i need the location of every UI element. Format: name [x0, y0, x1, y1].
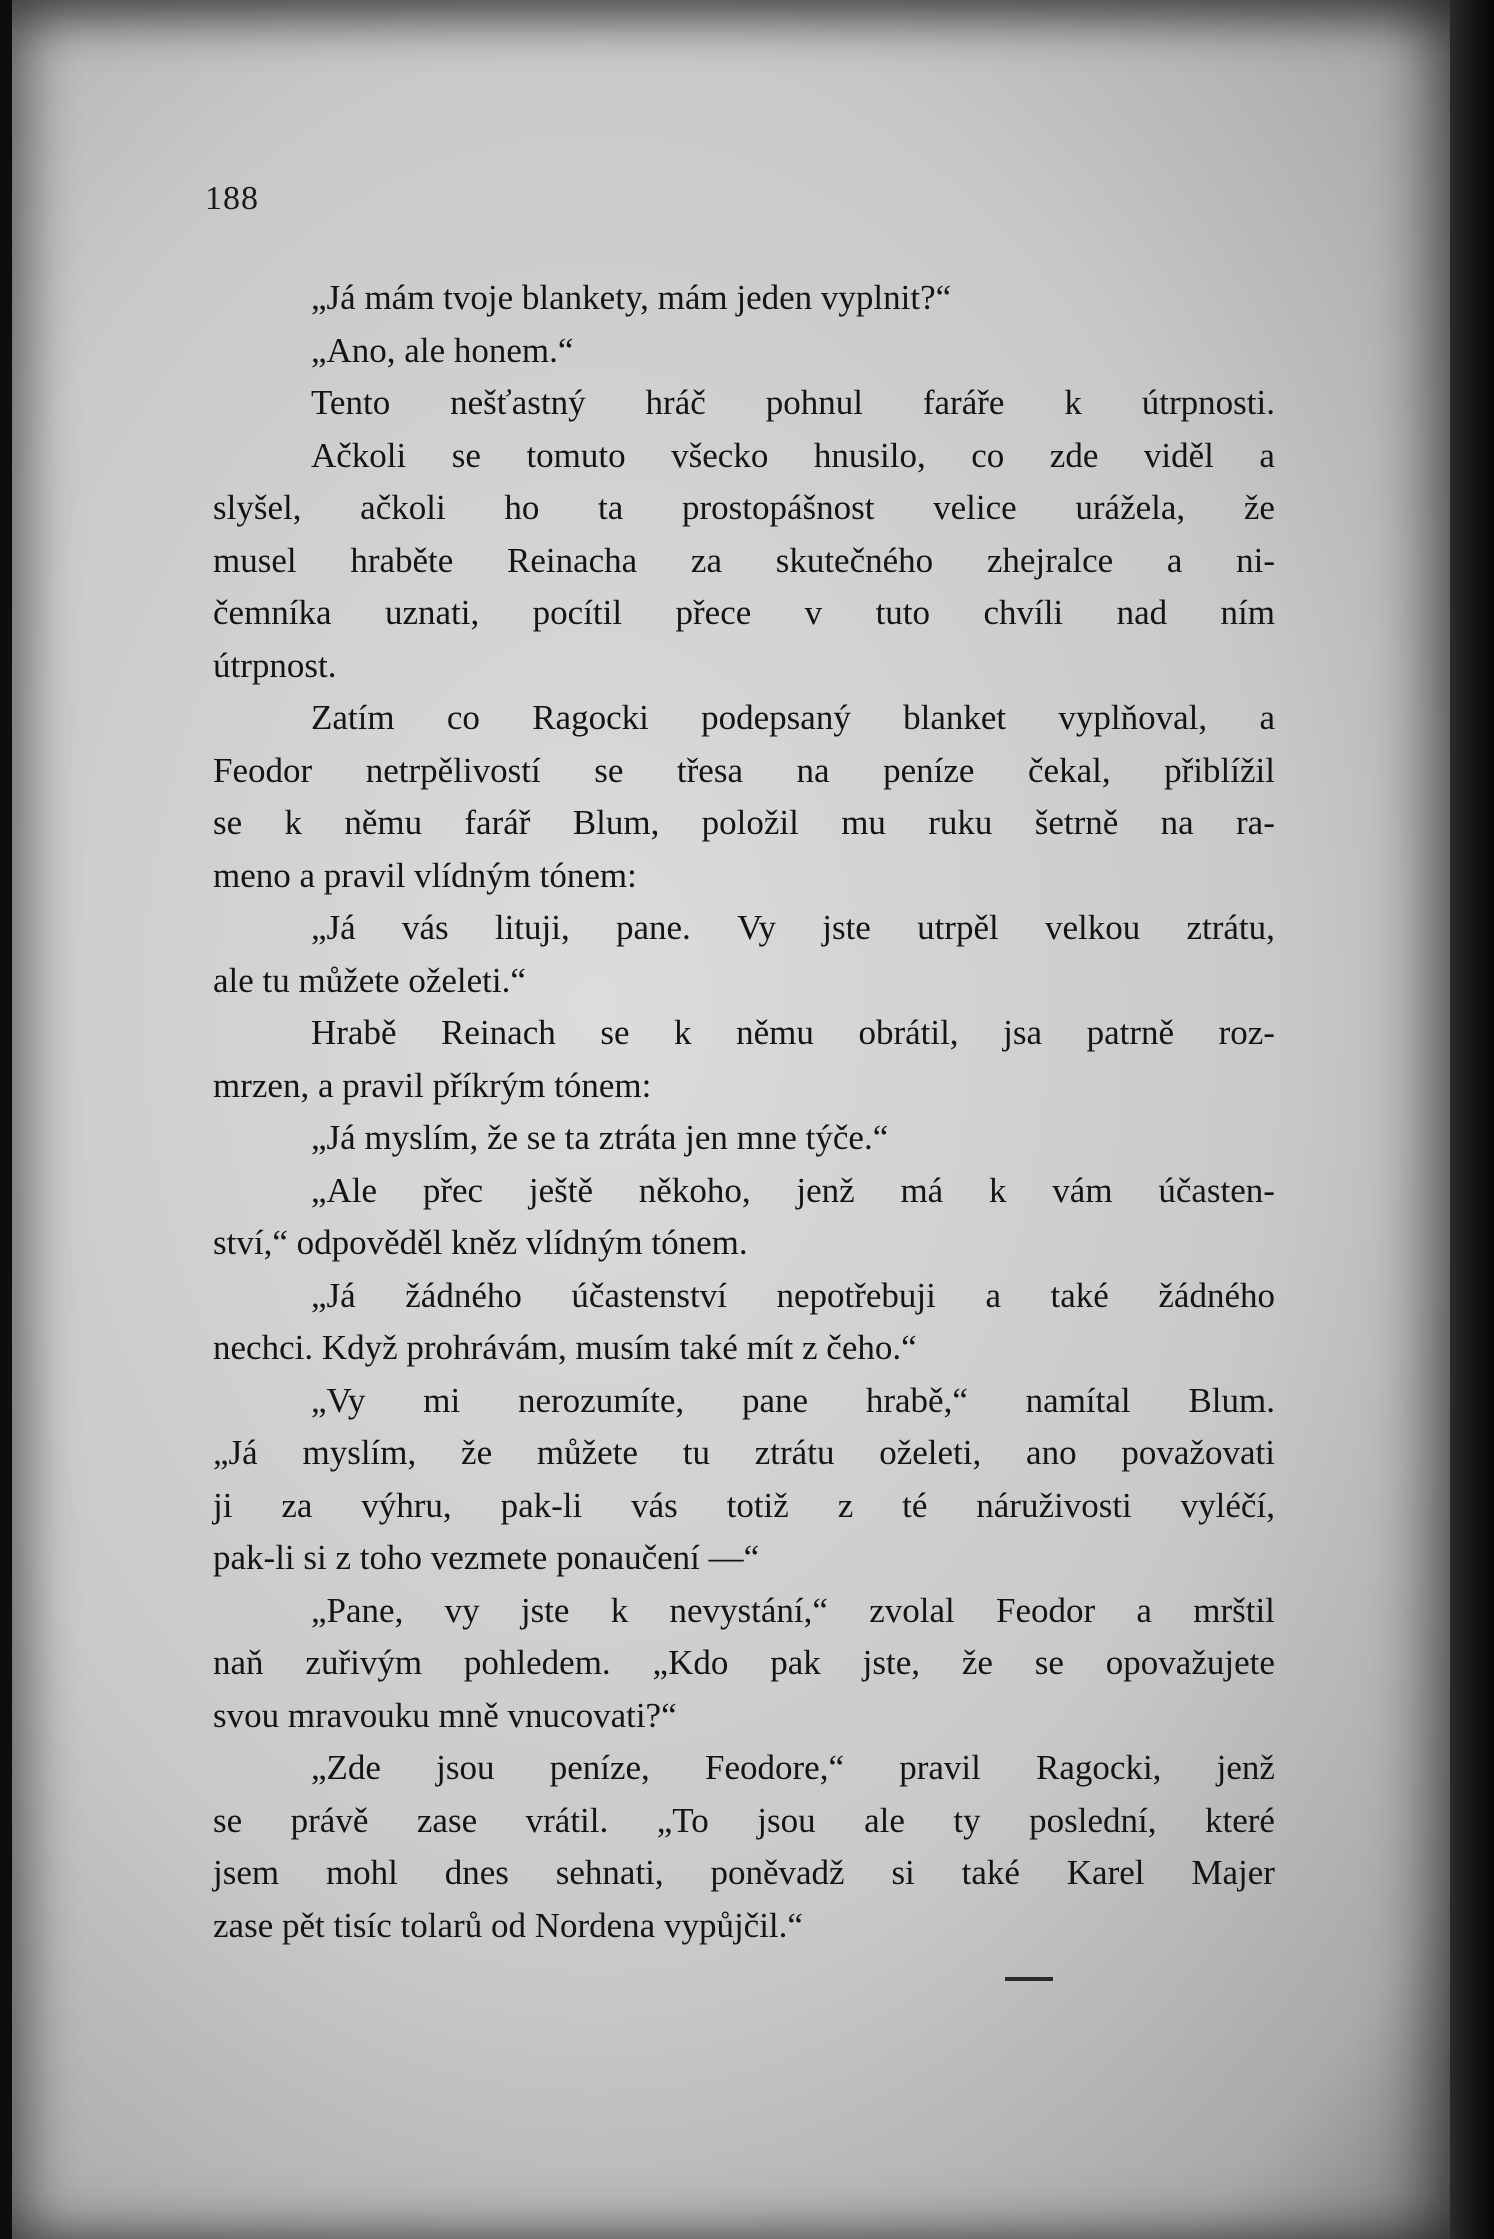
word: ztrátu,: [1186, 908, 1275, 947]
text-line: [213, 1322, 1275, 1375]
line-text: mrzen, a pravil příkrým tónem:: [213, 1065, 652, 1105]
word: mohl: [325, 1853, 398, 1892]
word: Reinach: [441, 1013, 556, 1052]
word: skutečného: [775, 540, 934, 580]
word: „Vy: [311, 1380, 366, 1420]
word: prostopášnost: [681, 488, 875, 527]
word: mrštil: [1193, 1590, 1275, 1630]
word: že: [461, 1433, 493, 1472]
word: co: [971, 435, 1005, 475]
word: Vy: [737, 908, 776, 947]
text-line: [213, 1427, 1275, 1480]
word: ni-: [1236, 540, 1275, 580]
body-text: [213, 272, 1275, 1952]
word: k: [284, 803, 302, 842]
text-line: [213, 1847, 1275, 1900]
text-line: [213, 1165, 1275, 1218]
word: slyšel,: [213, 488, 302, 527]
word: „Já: [213, 1433, 258, 1472]
word: totiž: [726, 1485, 789, 1525]
text-line: [213, 482, 1275, 535]
word: žádného: [405, 1275, 522, 1315]
word: vám: [1052, 1170, 1113, 1210]
word: „Já: [311, 908, 356, 947]
word: z: [837, 1485, 854, 1525]
word: vyléčí,: [1180, 1485, 1275, 1525]
word: uznati,: [384, 593, 480, 632]
word: které: [1204, 1800, 1275, 1840]
word: k: [610, 1590, 629, 1630]
text-line: [213, 955, 1275, 1008]
word: zuřivým: [305, 1643, 423, 1682]
word: za: [690, 540, 722, 580]
text-line: [213, 1585, 1275, 1638]
text-line: [213, 1742, 1275, 1795]
word: „To: [656, 1800, 709, 1840]
word: dnes: [444, 1853, 509, 1892]
word: velice: [933, 488, 1017, 527]
word: vy: [444, 1590, 480, 1630]
word: si: [891, 1853, 915, 1892]
word: Hrabě: [311, 1013, 397, 1052]
line-text: zase pět tisíc tolarů od Nordena vypůjčil.“: [213, 1905, 803, 1945]
word: hráč: [645, 383, 706, 422]
line-text: ale tu můžete oželeti.“: [213, 960, 526, 1000]
word: vrátil.: [525, 1800, 609, 1840]
line-text: nechci. Když prohrávám, musím také mít z čeho.“: [213, 1328, 917, 1367]
word: a: [1136, 1590, 1152, 1630]
word: „Ale: [311, 1170, 378, 1210]
word: Zatím: [311, 698, 395, 737]
word: blanket: [903, 698, 1007, 737]
text-line: [213, 430, 1275, 483]
text-line: [213, 272, 1275, 325]
word: myslím,: [302, 1433, 417, 1472]
word: faráře: [922, 383, 1005, 422]
word: šetrně: [1034, 803, 1119, 842]
word: přec: [422, 1170, 484, 1210]
word: hrabě,“: [865, 1380, 968, 1420]
word: žádného: [1158, 1275, 1275, 1315]
word: jenž: [1216, 1748, 1275, 1787]
word: vyplňoval,: [1058, 698, 1208, 737]
word: ta: [598, 488, 624, 527]
word: ním: [1220, 593, 1275, 632]
word: jenž: [796, 1170, 855, 1210]
word: hnusilo,: [813, 435, 926, 475]
word: velkou: [1044, 908, 1141, 947]
word: má: [900, 1170, 944, 1210]
word: také: [1050, 1275, 1109, 1315]
text-line: [213, 902, 1275, 955]
word: a: [1259, 435, 1275, 475]
word: ale: [864, 1800, 905, 1840]
word: zhejralce: [986, 540, 1114, 580]
word: poněvadž: [710, 1853, 845, 1892]
text-line: [213, 377, 1275, 430]
word: ruku: [928, 803, 993, 842]
word: vás: [631, 1485, 678, 1525]
word: Tento: [311, 383, 391, 422]
word: tuto: [875, 593, 931, 632]
text-line: [213, 1480, 1275, 1533]
word: mi: [423, 1380, 461, 1420]
word: jsou: [757, 1800, 816, 1840]
word: se: [600, 1013, 630, 1052]
word: musel: [213, 540, 297, 580]
word: Blum,: [572, 803, 660, 842]
word: právě: [290, 1800, 369, 1840]
word: co: [446, 698, 480, 737]
word: roz-: [1218, 1013, 1275, 1052]
word: ty: [953, 1800, 981, 1840]
word: třesa: [676, 750, 743, 790]
word: k: [1064, 383, 1082, 422]
word: výhru,: [361, 1485, 452, 1525]
word: mu: [841, 803, 886, 842]
word: patrně: [1086, 1013, 1175, 1052]
word: všecko: [671, 435, 769, 475]
word: peníze,: [549, 1748, 650, 1787]
word: tomuto: [526, 435, 626, 475]
word: ano: [1026, 1433, 1077, 1472]
word: obrátil,: [858, 1013, 959, 1052]
word: Ačkoli: [311, 435, 407, 475]
text-line: [213, 745, 1275, 798]
word: přece: [675, 593, 752, 632]
word: ještě: [528, 1170, 594, 1210]
word: položil: [701, 803, 799, 842]
text-line: [213, 797, 1275, 850]
word: nepotřebuji: [776, 1275, 936, 1315]
line-text: útrpnost.: [213, 645, 337, 685]
word: jsou: [436, 1748, 495, 1787]
word: vás: [401, 908, 449, 947]
word: považovati: [1121, 1433, 1275, 1472]
word: Reinacha: [507, 540, 638, 580]
word: naň: [213, 1643, 264, 1682]
word: oželeti,: [879, 1433, 982, 1472]
end-dash-mark: [1005, 1977, 1053, 1981]
word: jste: [520, 1590, 570, 1630]
word: útrpnosti.: [1141, 383, 1275, 422]
word: té: [902, 1485, 928, 1525]
word: hraběte: [350, 540, 454, 580]
word: nešťastný: [450, 383, 586, 422]
word: se: [213, 1800, 243, 1840]
word: Ragocki,: [1036, 1748, 1162, 1787]
text-line: [213, 1795, 1275, 1848]
word: pocítil: [532, 593, 623, 632]
word: nerozumíte,: [517, 1380, 685, 1420]
text-line: [213, 1217, 1275, 1270]
line-text: meno a pravil vlídným tónem:: [213, 855, 637, 895]
word: sehnati,: [555, 1853, 664, 1892]
word: čekal,: [1028, 750, 1111, 790]
word: Feodor: [213, 750, 313, 790]
text-line: [213, 1112, 1275, 1165]
word: urážela,: [1075, 488, 1186, 527]
word: Majer: [1191, 1853, 1275, 1892]
word: „Kdo: [652, 1643, 729, 1682]
word: jsem: [213, 1853, 280, 1892]
word: pane.: [615, 908, 691, 947]
word: pohledem.: [463, 1643, 611, 1682]
word: nevystání,“: [669, 1590, 828, 1630]
word: a: [1166, 540, 1183, 580]
line-text: svou mravouku mně vnucovati?“: [213, 1695, 677, 1735]
word: Feodore,“: [705, 1748, 844, 1787]
line-text: „Ano, ale honem.“: [311, 330, 574, 370]
word: že: [961, 1643, 993, 1682]
text-line: [213, 1007, 1275, 1060]
text-line: [213, 1900, 1275, 1953]
word: náruživosti: [976, 1485, 1132, 1525]
word: Karel: [1066, 1853, 1145, 1892]
text-line: [213, 1060, 1275, 1113]
word: jsa: [1003, 1013, 1043, 1052]
word: jste,: [862, 1643, 920, 1682]
word: ho: [504, 488, 540, 527]
line-text: pak-li si z toho vezmete ponaučení —“: [213, 1538, 760, 1577]
text-line: [213, 535, 1275, 588]
word: zde: [1049, 435, 1099, 475]
word: v: [804, 593, 823, 632]
text-line: [213, 1270, 1275, 1323]
word: opovažujete: [1105, 1643, 1275, 1682]
word: na: [796, 750, 830, 790]
word: pak: [770, 1643, 821, 1682]
word: utrpěl: [917, 908, 999, 947]
word: pohnul: [765, 383, 863, 422]
word: se: [213, 803, 243, 842]
word: němu: [736, 1013, 814, 1052]
word: farář: [464, 803, 531, 842]
word: ztrátu: [754, 1433, 835, 1472]
word: se: [451, 435, 481, 475]
text-line: [213, 640, 1275, 693]
word: němu: [344, 803, 423, 842]
word: tu: [682, 1433, 710, 1472]
word: zase: [416, 1800, 478, 1840]
word: se: [1034, 1643, 1064, 1682]
line-text: „Já mám tvoje blankety, mám jeden vyplnit?“: [311, 278, 952, 317]
page-number: 188: [205, 180, 259, 217]
word: účasten-: [1158, 1170, 1275, 1210]
word: ra-: [1236, 803, 1275, 842]
word: nad: [1116, 593, 1168, 632]
word: na: [1160, 803, 1194, 842]
text-line: [213, 1637, 1275, 1690]
word: a: [1259, 698, 1275, 737]
page-edge-shadow: [1450, 0, 1494, 2239]
word: a: [985, 1275, 1001, 1315]
word: k: [674, 1013, 692, 1052]
word: můžete: [536, 1433, 638, 1472]
word: chvíli: [983, 593, 1064, 632]
word: pane: [741, 1380, 809, 1420]
word: Feodor: [996, 1590, 1096, 1630]
word: lituji,: [494, 908, 570, 947]
word: také: [961, 1853, 1020, 1892]
text-line: [213, 850, 1275, 903]
text-line: [213, 587, 1275, 640]
word: Blum.: [1188, 1380, 1275, 1420]
line-text: „Já myslím, že se ta ztráta jen mne týče.“: [311, 1118, 889, 1157]
line-text: ství,“ odpověděl kněz vlídným tónem.: [213, 1223, 748, 1262]
word: účastenství: [571, 1275, 727, 1315]
word: přiblížil: [1164, 750, 1275, 790]
text-line: [213, 325, 1275, 378]
text-line: [213, 1532, 1275, 1585]
word: ačkoli: [360, 488, 446, 527]
word: podepsaný: [701, 698, 851, 737]
word: namítal: [1025, 1380, 1131, 1420]
word: za: [281, 1485, 313, 1525]
word: „Já: [311, 1275, 356, 1315]
text-line: [213, 1690, 1275, 1743]
word: k: [989, 1170, 1007, 1210]
word: čemníka: [213, 593, 332, 632]
word: netrpělivostí: [365, 750, 541, 790]
word: pravil: [899, 1748, 981, 1787]
word: ji: [213, 1485, 233, 1525]
word: „Zde: [311, 1748, 381, 1787]
word: viděl: [1143, 435, 1214, 475]
word: Ragocki: [532, 698, 649, 737]
word: jste: [822, 908, 871, 947]
word: poslední,: [1029, 1800, 1157, 1840]
text-line: [213, 1375, 1275, 1428]
word: se: [594, 750, 624, 790]
word: „Pane,: [311, 1590, 404, 1630]
text-line: [213, 692, 1275, 745]
word: že: [1243, 488, 1275, 527]
word: pak-li: [500, 1485, 583, 1525]
word: peníze: [883, 750, 975, 790]
word: zvolal: [869, 1590, 955, 1630]
word: někoho,: [638, 1170, 751, 1210]
